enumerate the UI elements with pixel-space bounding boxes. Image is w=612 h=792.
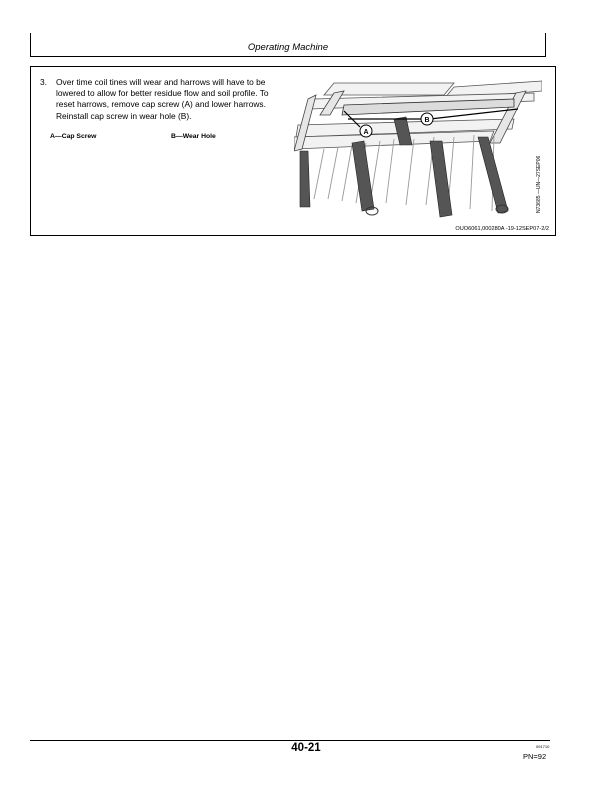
harrow-illustration: [294, 79, 542, 219]
callout-a: [360, 125, 372, 137]
section-title: Operating Machine: [247, 42, 329, 53]
instruction-box: [30, 66, 556, 236]
callout-b: [421, 113, 433, 125]
callout-b-label: B: [424, 117, 430, 124]
legend-wear-hole: B—Wear Hole: [171, 133, 216, 140]
step-text: Over time coil tines will wear and harrows will have to be lowered to allow for better residue flow and soil profile. To reset harrows, remove cap screw (A) and lower harrows. Reinstall cap screw in wear hole (B).: [56, 77, 269, 121]
header-frame: [30, 33, 546, 57]
print-code: 091710: [536, 744, 550, 749]
step-number: 3.: [40, 77, 47, 87]
reference-code: OUO6061,000280A -19-12SEP07-2/2: [455, 226, 549, 232]
page-number: 40-21: [291, 742, 321, 754]
pn-number: PN=92: [523, 752, 547, 761]
figure-id: N73685 —UN—27SEP06: [536, 155, 542, 213]
callout-a-label: A: [363, 129, 369, 136]
legend-cap-screw: A—Cap Screw: [50, 133, 97, 140]
footer-rule: [30, 740, 550, 741]
coil-rings: [366, 205, 508, 215]
